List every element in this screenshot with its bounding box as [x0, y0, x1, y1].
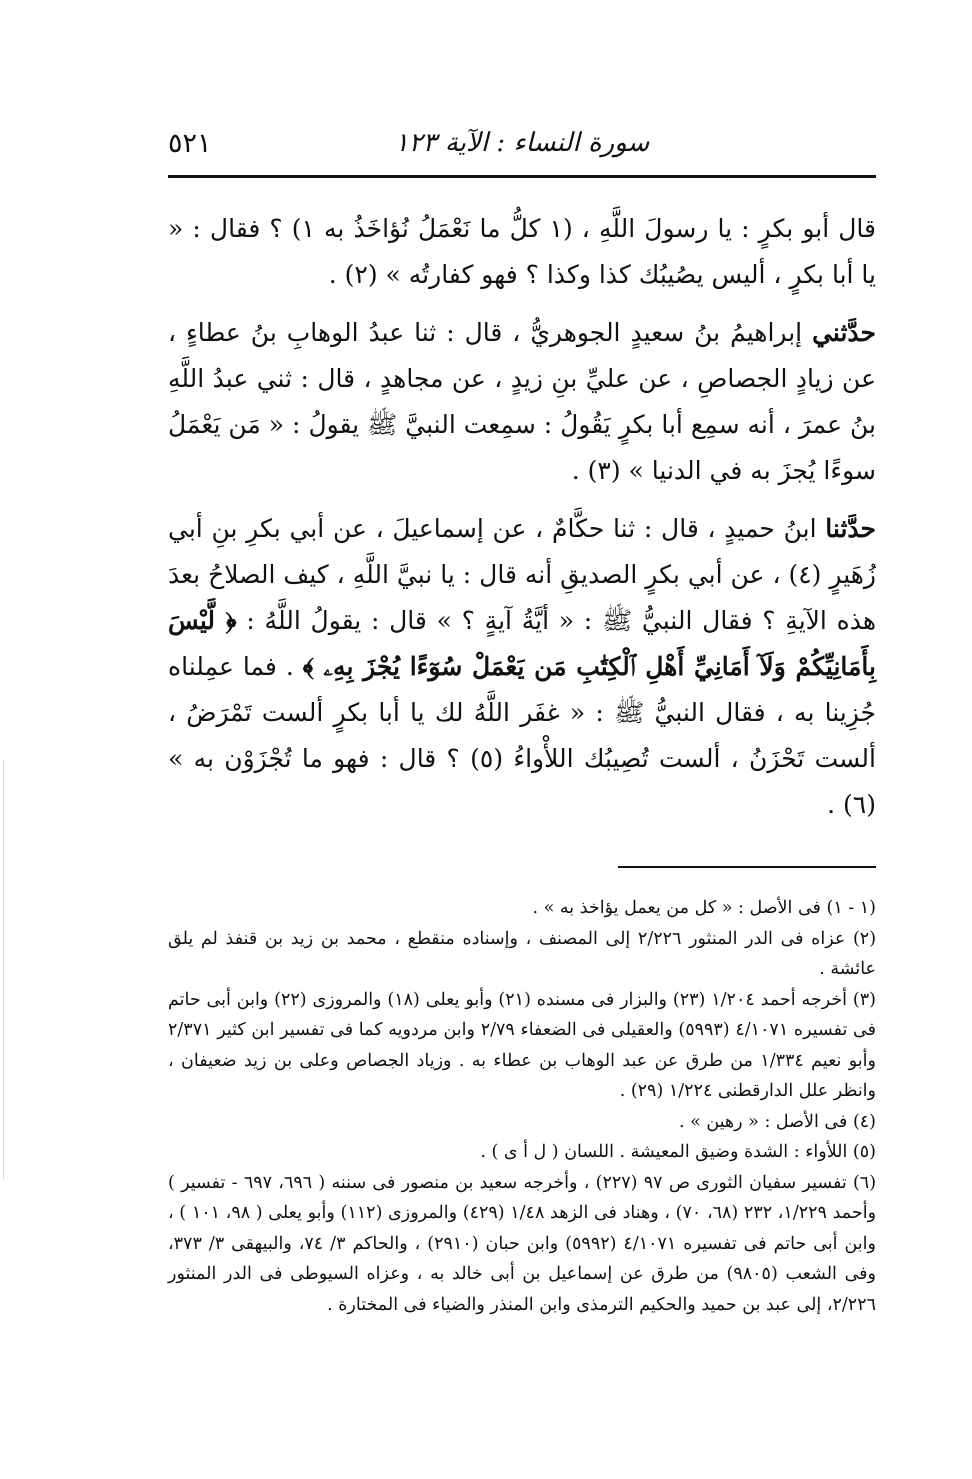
footnote-6: (٦) تفسير سفيان الثورى ص ٩٧ (٢٢٧) ، وأخرجه سعيد بن منصور فى سننه ( ٦٩٦، ٦٩٧ - تفسير ) وأحمد ١/٢٢٩، ٢٣٢ (٦٨، ٧٠) ، وهناد فى الزهد ١/٤٨ (٤٢٩) والمروزى (١١٢) وأبو يعلى ( ٩٨، ١٠١ ) ، وابن أبى حاتم فى تفسيره ٤/١٠٧١ (٥٩٩٢) وابن حبان (٢٩١٠) ، والحاكم ٣/ ٧٤، والبيهقى ٣/ ٣٧٣، وفى الشعب (٩٨٠٥) من طرق عن إسماعيل بن أبى خالد به ، وعزاه السيوطى فى الدر المنثور ٢/٢٢٦، إلى عبد بن حميد والحكيم الترمذى وابن المنذر والضياء فى المختارة . [168, 1172, 877, 1315]
paragraph-text: قال أبو بكرٍ : يا رسولَ اللَّهِ ، (١ كلُّ ما نَعْمَلُ نُؤاخَذُ به ١) ؟ فقال : « يا أبا بكرٍ ، أليس يصُيبُك كذا وكذا ؟ فهو كفارتُه » (٢) . [168, 214, 876, 289]
paragraph-text: . فما عمِلناه جُزِينا به ، فقال النبيُّ ﷺ : « غفَر اللَّهُ لك يا أبا بكرٍ ألست تَمْرَضُ ، ألست تَحْزَنُ ، ألست تُصِيبُك اللأْواءُ (٥) ؟ قال : فهو ما تُجْزَوْن به » (٦) . [168, 652, 876, 819]
page-number: ٥٢١ [168, 128, 212, 159]
paragraph-lead: حدَّثني [812, 318, 876, 347]
footnote-5: (٥) اللأواء : الشدة وضيق المعيشة . اللسان ( ل أ ى ) . [480, 1142, 876, 1162]
paragraph-text: إبراهيمُ بنُ سعيدٍ الجوهريُّ ، قال : ثنا عبدُ الوهابِ بنُ عطاءٍ ، عن زيادٍ الجصاصِ ، عن عليِّ بنِ زيدٍ ، عن مجاهدٍ ، قال : ثني عبدُ اللَّهِ بنُ عمرَ ، أنه سمِع أبا بكرٍ يَقُولُ : سمِعت النبيَّ ﷺ يقولُ : « مَن يَعْمَلُ سوءًا يُجزَ به في الدنيا » (٣) . [168, 318, 876, 485]
footnote-1: (١ - ١) فى الأصل : « كل من يعمل يؤاخذ به » . [532, 898, 876, 918]
paragraph-2 [168, 310, 876, 494]
header-rule [168, 175, 876, 178]
main-text [168, 206, 876, 840]
footnote-4: (٤) فى الأصل : « رهين » . [678, 1111, 876, 1132]
footnote-3: (٣) أخرجه أحمد ١/٢٠٤ (٢٣) والبزار فى مسنده (٢١) وأبو يعلى (١٨) والمروزى (٢٢) وابن أبى حاتم فى تفسيره ٤/١٠٧١ (٥٩٩٣) والعقيلى فى الضعفاء ٢/٧٩ وابن مردويه كما فى تفسير ابن كثير ٢/٣٧١ وأبو نعيم ١/٣٣٤ من طرق عن عبد الوهاب بن عطاء به . وزياد الجصاص وعلى بن زيد ضعيفان ، وانظر علل الدارقطنى ١/٢٢٤ (٢٩) . [168, 989, 877, 1101]
paragraph-1 [168, 206, 876, 298]
footnote-2: (٢) عزاه فى الدر المنثور ٢/٢٢٦ إلى المصنف ، وإسناده منقطع ، محمد بن زيد بن قنفذ لم يلق عائشة . [168, 928, 877, 979]
running-title: سورة النساء : الآية ١٢٣ [394, 128, 650, 158]
footnote-rule [618, 866, 876, 868]
paragraph-text: ابنُ حميدٍ ، قال : ثنا حكَّامٌ ، عن إسماعيلَ ، عن أبي بكرِ بنِ أبي زُهَيرٍ (٤) ، عن أبي بكرٍ الصديقِ أنه قال : يا نبيَّ اللَّهِ ، كيف الصلاحُ بعدَ هذه الآيةِ ؟ فقال النبيُّ ﷺ : « أيَّةُ آيةٍ ؟ » قال : يقولُ اللَّهُ : [168, 514, 877, 635]
paragraph-3 [168, 506, 876, 828]
page-header [168, 120, 876, 170]
page-edge-shadow [3, 760, 4, 1180]
quran-verse: ﴿ لَّيْسَ بِأَمَانِيِّكُمْ وَلَآ أَمَانِيِّ أَهْلِ ٱلْكِتَٰبِ مَن يَعْمَلْ سُوٓءًا يُجْزَ بِهِۦ ﴾ [168, 606, 877, 681]
paragraph-lead: حدَّثنا [825, 514, 876, 543]
footnotes [168, 893, 876, 1320]
